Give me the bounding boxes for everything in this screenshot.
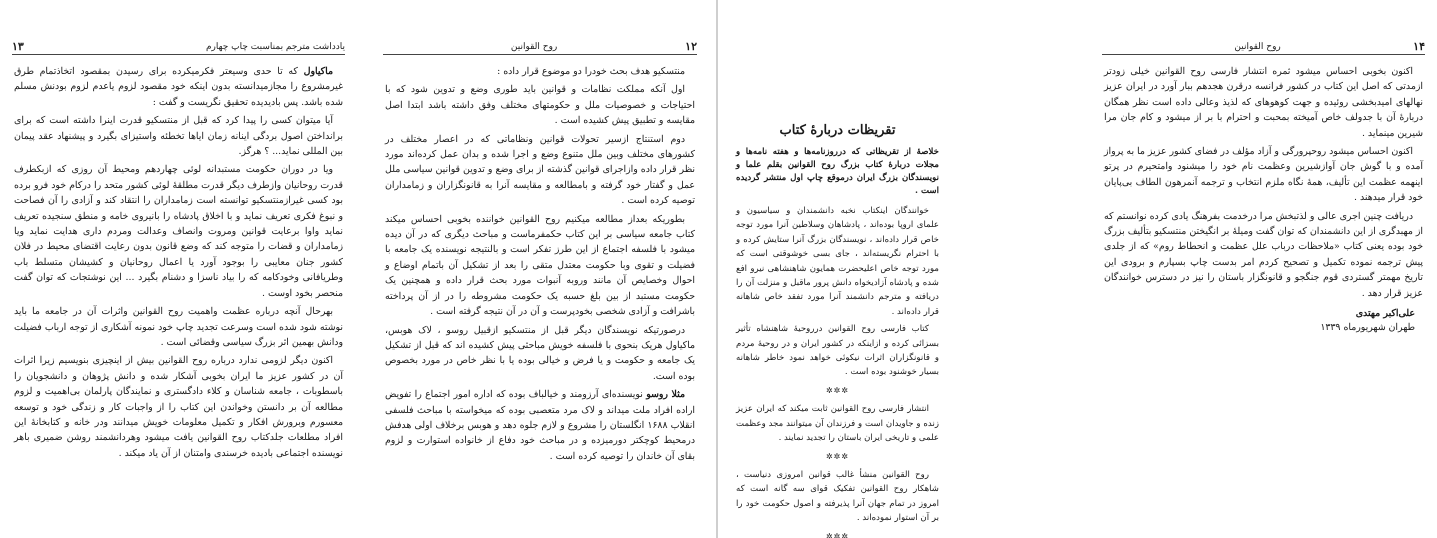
paragraph xyxy=(385,64,695,79)
paragraph-lead: مثلا روسو xyxy=(646,389,685,401)
page-number: ۱۲ xyxy=(685,40,697,53)
paragraph-text: منتسکیو هدف بحث خودرا دو موضوع قرار داده : xyxy=(497,66,685,77)
paragraph xyxy=(1104,144,1423,206)
book-page-12 xyxy=(371,0,709,538)
book-page-14 xyxy=(1090,0,1437,538)
paragraph-text: درصورتیکه نویسندگان دیگر قبل از منتسکیو ازقبیل روسو ، لاک هوبس، ماکیاول هریک بنحوی با فلسفه خویش مباحثی پیش کشیده اند که قبل از تشکیل یک جامعه و حکومت و یا فرض و خیالی بوده یا با نظر خاص در مورد بخصوص بوده است. xyxy=(385,324,695,382)
page-body xyxy=(736,118,939,538)
article-title: تقریظات دربارهٔ کتاب xyxy=(779,123,896,138)
signature-date: طهران شهریورماه ۱۳۳۹ xyxy=(1320,322,1415,334)
paragraph-text: آیا میتوان کسی را پیدا کرد که قبل از منتسکیو قدرت اینرا داشته است که برای برانداختن اصول بردگی اینانه زمان ایاها تخطئه واستیزای بگیرد و پیشنهاد عقد پیمان بین المللی نماید... ؟ هرگز. xyxy=(14,115,343,158)
page-body xyxy=(385,64,695,532)
paragraph xyxy=(736,468,939,526)
signature-block xyxy=(1104,307,1423,335)
running-title: روح القوانین xyxy=(510,42,558,52)
section-separator: ✲✲✲ xyxy=(825,531,850,538)
page-body xyxy=(14,64,343,532)
paragraph-text: انتشار فارسی روح القوانین ثابت میکند که ایران عزیز زنده و جاویدان است و فرزندان آن میتوانند مجد وعظمت علمی و تاریخی ایران باستان را تجدید نمایند . xyxy=(736,404,939,444)
page-number: ۱۴ xyxy=(1413,40,1425,53)
paragraph xyxy=(736,402,939,445)
paragraph xyxy=(385,82,695,128)
page-header xyxy=(383,40,697,55)
paragraph xyxy=(14,162,343,301)
page-header xyxy=(1102,40,1425,55)
running-title: روح القوانین xyxy=(1234,42,1281,52)
paragraph xyxy=(385,323,695,385)
paragraph-text: کتاب فارسی روح القوانین درروحیهٔ شاهنشاه تأثیر بسزائی کرده و ازاینکه در کشور ایران و در روحیهٔ مردم و قانونگزاران اثرات نیکوئی خواهد نمود خاطر شاهانه بسیار خوشنود بوده است . xyxy=(736,324,939,378)
page-number: ۱۳ xyxy=(12,40,24,53)
paragraph xyxy=(14,113,343,159)
paragraph xyxy=(385,132,695,209)
paragraph-text: خوانندگان اینکتاب نخبه دانشمندان و سیاسیون و علمای اروپا بوده‌اند ، پادشاهان وسلاطین آنرا مورد توجه خاص قرار داده‌اند ، نویسندگان بزرگ آنرا ستایش کرده و با احترام نگریسته‌اند ، جای بسی خوشوقتی است که مورد توجه خاص اعلیحضرت همایون شاهنشاهی نیرو افع شده و پادشاه آزادیخواه دانش پرور ماقبل و منزلت آن را دریافته و مترجم دانشمند آنرا مورد تفقد خاص شاهانه قرار داده‌اند . xyxy=(736,206,939,317)
paragraph-text: اکنون احساس میشود روحپرورگی و آزاد مؤلف در فضای کشور عزیز ما به پرواز آمده و با گوش جان آوازشیرین وعظمت نام خود را میشنود وامتحیرم در پرتو اینهمه عظمت این تألیف، همهٔ نگاه ملزم انتخاب و ترجمه آنمرهون الطاف بی‌پایان خود قرار میدهند . xyxy=(1104,146,1423,204)
spread-gutter xyxy=(716,0,718,538)
paragraph-text: دریافت چنین اجری عالی و لذتبخش مرا درخدمت بفرهنگ یادی کرده نوانستم که از مهبدگری از این دانشمندان که توان گفت ومیلهٔ بر انگیختن منتسکیو بتألیف بزرگ خود بوده یعنی کتاب «ملاحظات درباب علل عظمت و انحطاط روم» که از جلدی پیش ترجمه نموده تکمیل و تصحیح کردم امر بدست چاپ بسپارم و برودی این تاریخ مهمتر گستردی قوم جنگجو و قانونگزار باستان را نیز در دسترس خوانندگان عزیز قرار دهد . xyxy=(1104,210,1423,299)
section-separator: ✲✲✲ xyxy=(825,451,850,461)
paragraph-lead: ماکیاول xyxy=(303,66,334,77)
page-header xyxy=(12,40,345,55)
author-name: علی‌اکبر مهتدی xyxy=(1355,308,1415,320)
running-title: یادداشت مترجم بمناسبت چاپ چهارم xyxy=(205,42,345,52)
paragraph-text: بطوریکه بعداز مطالعه میکنیم روح القوانین خواننده بخوبی احساس میکند کتاب جامعه سیاسی بر این کتاب حکمفرماست و مباحث دیگری که در آن دیده میشود با فلسفه اجتماع از این طرز تفکر است و بالنتیجه نویسنده یک جامعه با فضیلت و تقوی وبا حکومت معتدل متقی را بعد از تشکیل آن باتمام اوضاع و احوال وخصایص آن مانند وروبه آنبوات مورد بحث قرار داده و همچنین یک حکومت مستبد از بین بلغ حسبه یک حکومت مشروطه را در از آن پرداخته باشرافت و آزادی شخصی بخودپرست و آن در آن نتیجه گرفته است . xyxy=(385,213,695,318)
paragraph-text: روح القوانین منشأ غالب قوانین امروزی دنیاست ، شاهکار روح القوانین تفکیک قوای سه گانه است که امروز در تمام جهان آنرا پذیرفته و اصول حکومت خود را بر آن استوار نموده‌اند . xyxy=(736,469,939,524)
paragraph xyxy=(736,322,939,380)
paragraph xyxy=(1104,209,1423,301)
article-subtitle: خلاصهٔ از تقریظاتی که درروزنامه‌ها و هفته نامه‌ها و مجلات دربارهٔ کتاب بزرگ روح القوانین بقلم علما و نویسندگان بزرگ ایران درموقع چاپ اول منتشر گردیده است . xyxy=(736,147,939,196)
section-separator: ✲✲✲ xyxy=(825,385,850,395)
paragraph-text: اکنون بخوبی احساس میشود ثمره انتشار فارسی روح القوانین خیلی زودتر ازمدتی که اصل این کتاب در کشور فرانسه درقرن هجدهم ببار آورد در ایران عزیز نهالهای امیدبخشی روئیده و جهت کوهوهای که لذیذ وعالی داده است نظر همگان دربارهٔ آن با جدولف خاص آمیخته بمحبت و احترام با بر از میشود و کام جان مرا شیرین مینماید . xyxy=(1104,66,1423,139)
paragraph-text: اکنون دیگر لزومی ندارد درباره روح القوانین بیش از اینچیزی بنویسیم زیرا اثرات آن در کشور عزیز ما ایران بخوبی آشکار شده و دانش پژوهان و دانشجویان را باسطوبات ، جامعه شناسان و کلاء دادگستری و نمایندگان پارلمان بی‌اهمیت و لزوم مطالعه آن بر دانستن وخواندن این کتاب را از واجبات کار و زندگی خود و توسعه معسورم وبرورش افکار و تکمیل معلومات خویش میدانند ودر خانه و کتابخانهٔ این افراد مطلعات جلدکتاب روح القوانین یافت میشود وهردانشمند روشن ضمیری باهر نویسنده اجتماعی بادیده خرسندی وامتنان از آن یاد میکند . xyxy=(14,355,343,459)
paragraph xyxy=(736,204,939,319)
paragraph xyxy=(385,212,695,320)
paragraph-text: اول آنکه مملکت نظامات و قوانین باید طوری وضع و تدوین شود که با احتیاجات و خصوصیات ملل و حکومتهای مختلف وفق داشته باشد ابتدا اصل مقایسه و تطبیق پیش کشیده است . xyxy=(385,84,695,127)
paragraph xyxy=(14,64,343,110)
paragraph-text: بهرحال آنچه درباره عظمت واهمیت روح القوانین واثرات آن در جامعه ما باید نوشته شود شده است وسرعت تجدید چاپ خود نمونه آشکاری از توجه ارباب فضیلت ودانش بهمین اثر بزرگ سیاسی وقضائی است . xyxy=(14,306,343,348)
paragraph xyxy=(385,387,695,464)
paragraph-text: که تا حدی وسیعتر فکرمیکرده برای رسیدن بمقصود اتخاذتمام طرق غیرمشروع را مجازمیدانسته بدون اینکه خود مقصود لزوم یاعدم لزوم بودنش مسلم شده باشد. پس بادیدیده تحقیق نگریست و گفت : xyxy=(14,66,343,108)
paragraph-text: نویسنده‌ای آرزومند و خیالباف بوده که اداره امور اجتماع را تفویض اراده افراد ملت میداند و لاک مرد متعصبی بوده که میخواسته با مباحث فلسفی انقلاب ۱۶۸۸ انگلستان را مشروع و لازم جلوه دهد و هوبس برخلاف اولی هدفش درمحیط کوچکتر دورمیزده و در مباحث خود دفاع از خانواده استوارت و لزوم بقای آن خاندان را توصیه کرده است . xyxy=(385,389,696,462)
book-page-13 xyxy=(0,0,357,538)
book-page-reviews xyxy=(730,0,945,538)
page-body xyxy=(1104,64,1423,532)
paragraph-text: دوم استنتاج ازسیر تحولات قوانین ونظاماتی که در اعصار مختلف در کشورهای مختلف وبین ملل متنوع وضع و اجرا شده و بدان عمل کرده‌اند مورد نظر قرار داده وازاجرای قوانین گذشته از برای وضع و تدوین قوانین سیاسی ملل عمل و گفتار خود گرفته و بامطالعه و مقایسه آنرا به قانونگزاران و زمامداران توصیه کرده است . xyxy=(385,133,695,207)
paragraph xyxy=(14,304,343,350)
paragraph xyxy=(14,353,343,461)
paragraph-text: ویا در دوران حکومت مستبدانه لوئی چهاردهم ومحیط آن روزی که ازبکطرف قدرت روحانیان وازطرف دیگر قدرت مطلقهٔ لوئی کشور متحد را درکام خود فرو برده بود کسی غیرازمنتسکیو توانسته است زمامداران را انتقاد کند و آزادی را آن فصاحت و نبوغ فکری تعریف نماید و با اخلاق پادشاه را بانیروی خامه و منطق سنجیده تعریف نماید واوا برعایت قوانین ومروت وانصاف وعدالت ومردم داری هدایت نماید ویا زمامداران و قضات را متوجه کند که وضع قانون بدون رعایت اقتضای محیط در فلان کشور جنان معایبی را بوجود آورد یا اعمال روحانیان و کشیشان متسلط باب وطریافانی وخودکامه که را بیاد ناسزا و دشنام بگیرد ... این نوشتجات که توان گفت منحصر بخود اوست . xyxy=(14,164,343,299)
paragraph xyxy=(1104,64,1423,141)
